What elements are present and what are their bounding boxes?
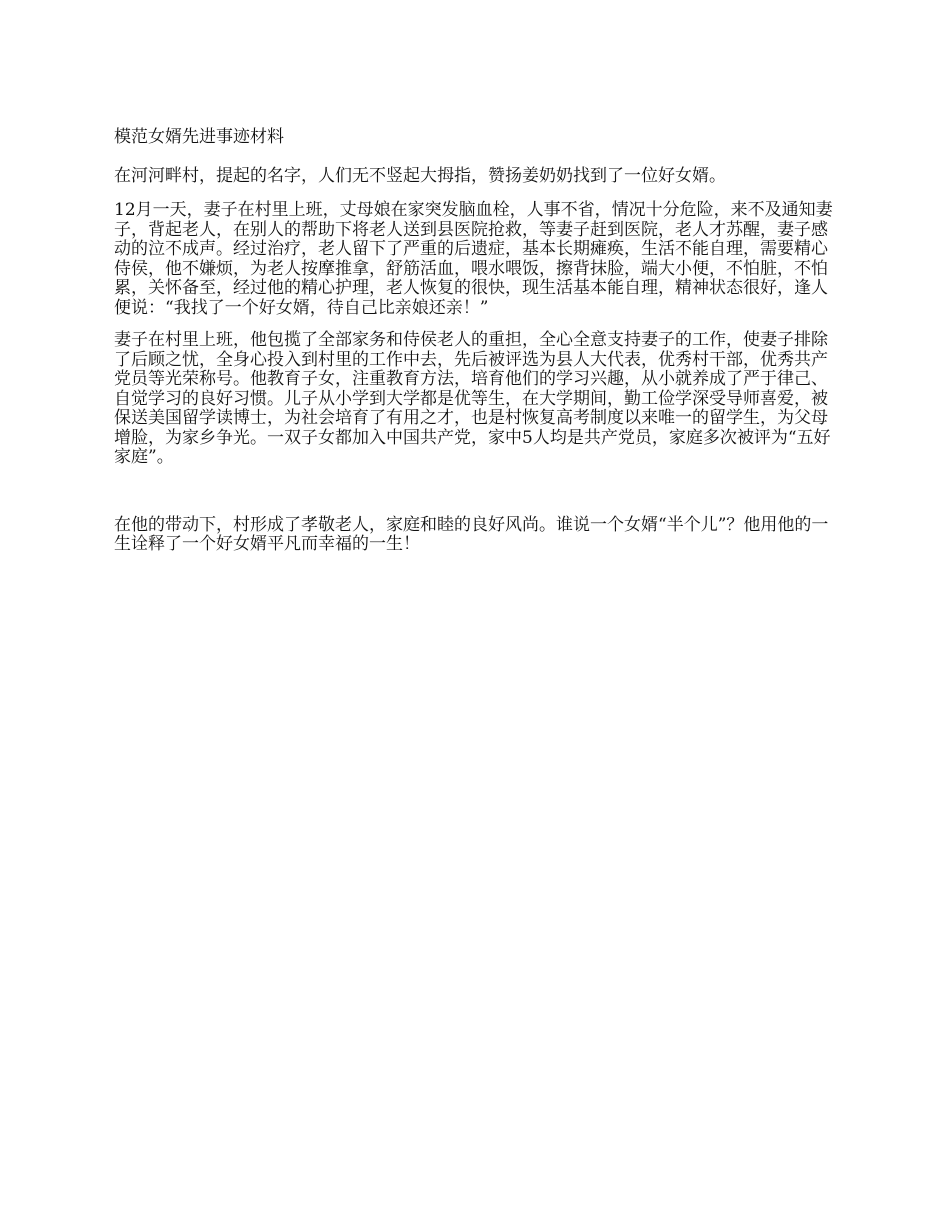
paragraph-intro: 在河河畔村，提起的名字，人们无不竖起大拇指，赞扬姜奶奶找到了一位好女婿。 (114, 166, 726, 186)
document-title: 模范女婿先进事迹材料 (114, 127, 284, 147)
paragraph-family: 妻子在村里上班，他包揽了全部家务和侍侯老人的重担，全心全意支持妻子的工作，使妻子排除了后顾之忧，全身心投入到村里的工作中去，先后被评选为县人大代表，优秀村干部，优秀共产党员等光荣称号。他教育子女，注重教育方法，培育他们的学习兴趣，从小就养成了严于律己、自觉学习的良好习惯。儿子从小学到大学都是优等生，在大学期间，勤工俭学深受导师喜爱，被保送美国留学读博士，为社会培育了有用之才，也是村恢复高考制度以来唯一的留学生，为父母增脸，为家乡争光。一双子女都加入中国共产党，家中5人均是共产党员，家庭多次被评为“五好家庭”。 (114, 330, 831, 467)
document-body (114, 124, 838, 568)
paragraph-conclusion: 在他的带动下，村形成了孝敬老人，家庭和睦的良好风尚。谁说一个女婿“半个儿”？他用他的一生诠释了一个好女婿平凡而幸福的一生！ (114, 514, 829, 554)
paragraph-rescue: 12月一天，妻子在村里上班，丈母娘在家突发脑血栓，人事不省，情况十分危险，来不及通知妻子，背起老人，在别人的帮助下将老人送到县医院抢救，等妻子赶到医院，老人才苏醒，妻子感动的泣不成声。经过治疗，老人留下了严重的后遗症，基本长期瘫痪，生活不能自理，需要精心侍侯，他不嫌烦，为老人按摩推拿，舒筋活血，喂水喂饭，擦背抹脸，端大小便，不怕脏，不怕累，关怀备至，经过他的精心护理，老人恢复的很快，现生活基本能自理，精神状态很好，逢人便说：“我找了一个好女婿，待自己比亲娘还亲！” (114, 200, 833, 318)
